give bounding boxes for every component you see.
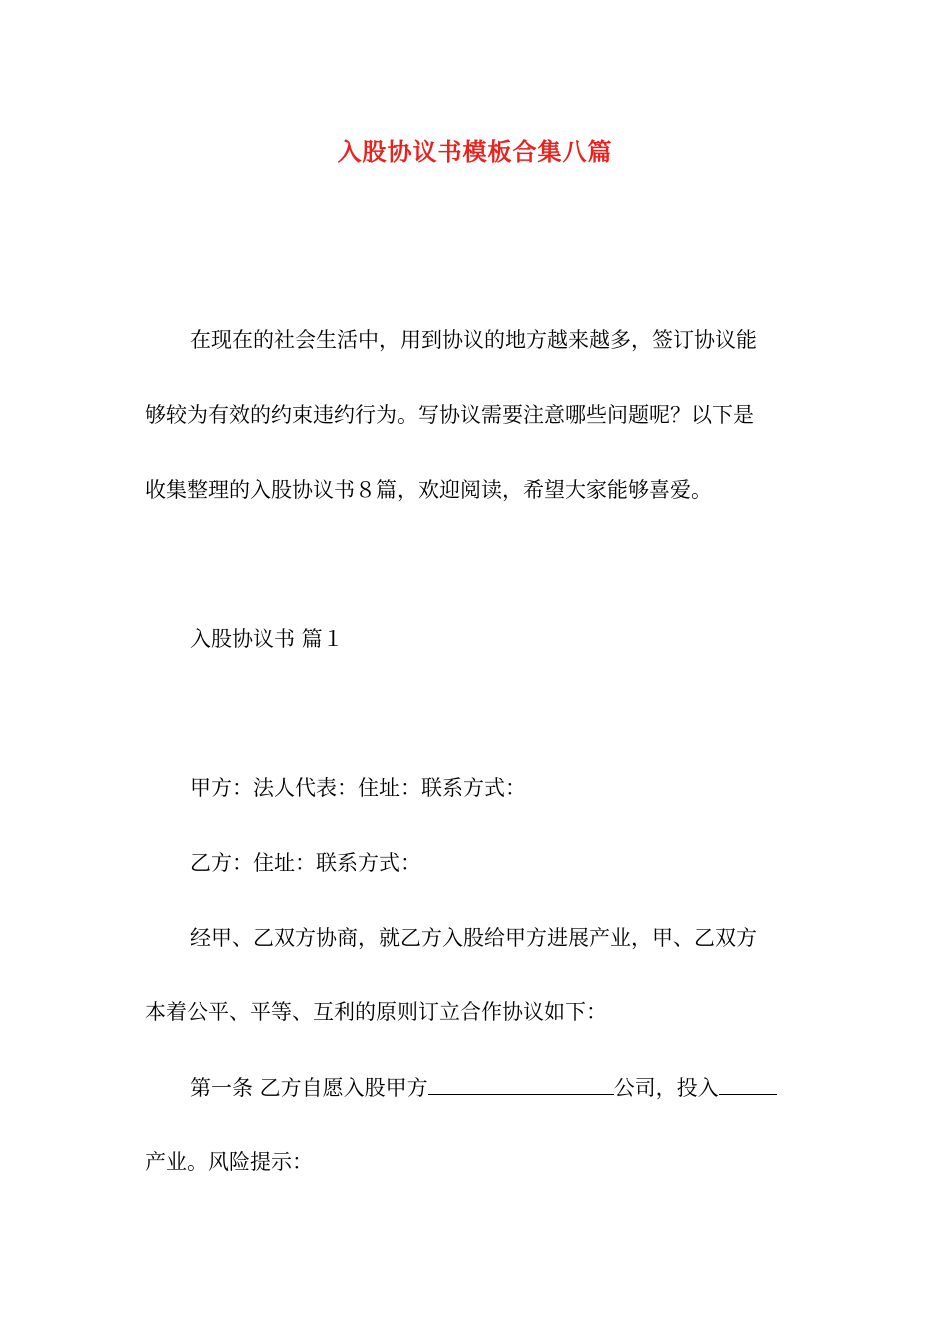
- document-title: 入股协议书模板合集八篇: [337, 137, 613, 166]
- party-b-line: 乙方：住址：联系方式：: [190, 851, 421, 875]
- investment-blank: [719, 1072, 777, 1095]
- article-1-line-2: 产业。风险提示：: [145, 1150, 313, 1174]
- article-1-text-middle: 公司，投入: [613, 1076, 719, 1100]
- article-1-text-start: 第一条 乙方自愿入股甲方: [190, 1076, 428, 1100]
- preamble-line-2: 本着公平、平等、互利的原则订立合作协议如下：: [145, 1000, 607, 1024]
- party-a-line: 甲方：法人代表：住址：联系方式：: [190, 776, 526, 800]
- preamble-line-1: 经甲、乙双方协商，就乙方入股给甲方进展产业，甲、乙双方: [190, 926, 757, 950]
- company-name-blank: [428, 1072, 614, 1095]
- intro-line-2: 够较为有效的约束违约行为。写协议需要注意哪些问题呢？以下是: [145, 403, 754, 427]
- intro-line-1: 在现在的社会生活中，用到协议的地方越来越多，签订协议能: [190, 328, 757, 352]
- article-1-line-1: [190, 1072, 777, 1103]
- section-heading: 入股协议书 篇１: [190, 627, 344, 651]
- intro-line-3: 收集整理的入股协议书８篇，欢迎阅读，希望大家能够喜爱。: [145, 478, 712, 502]
